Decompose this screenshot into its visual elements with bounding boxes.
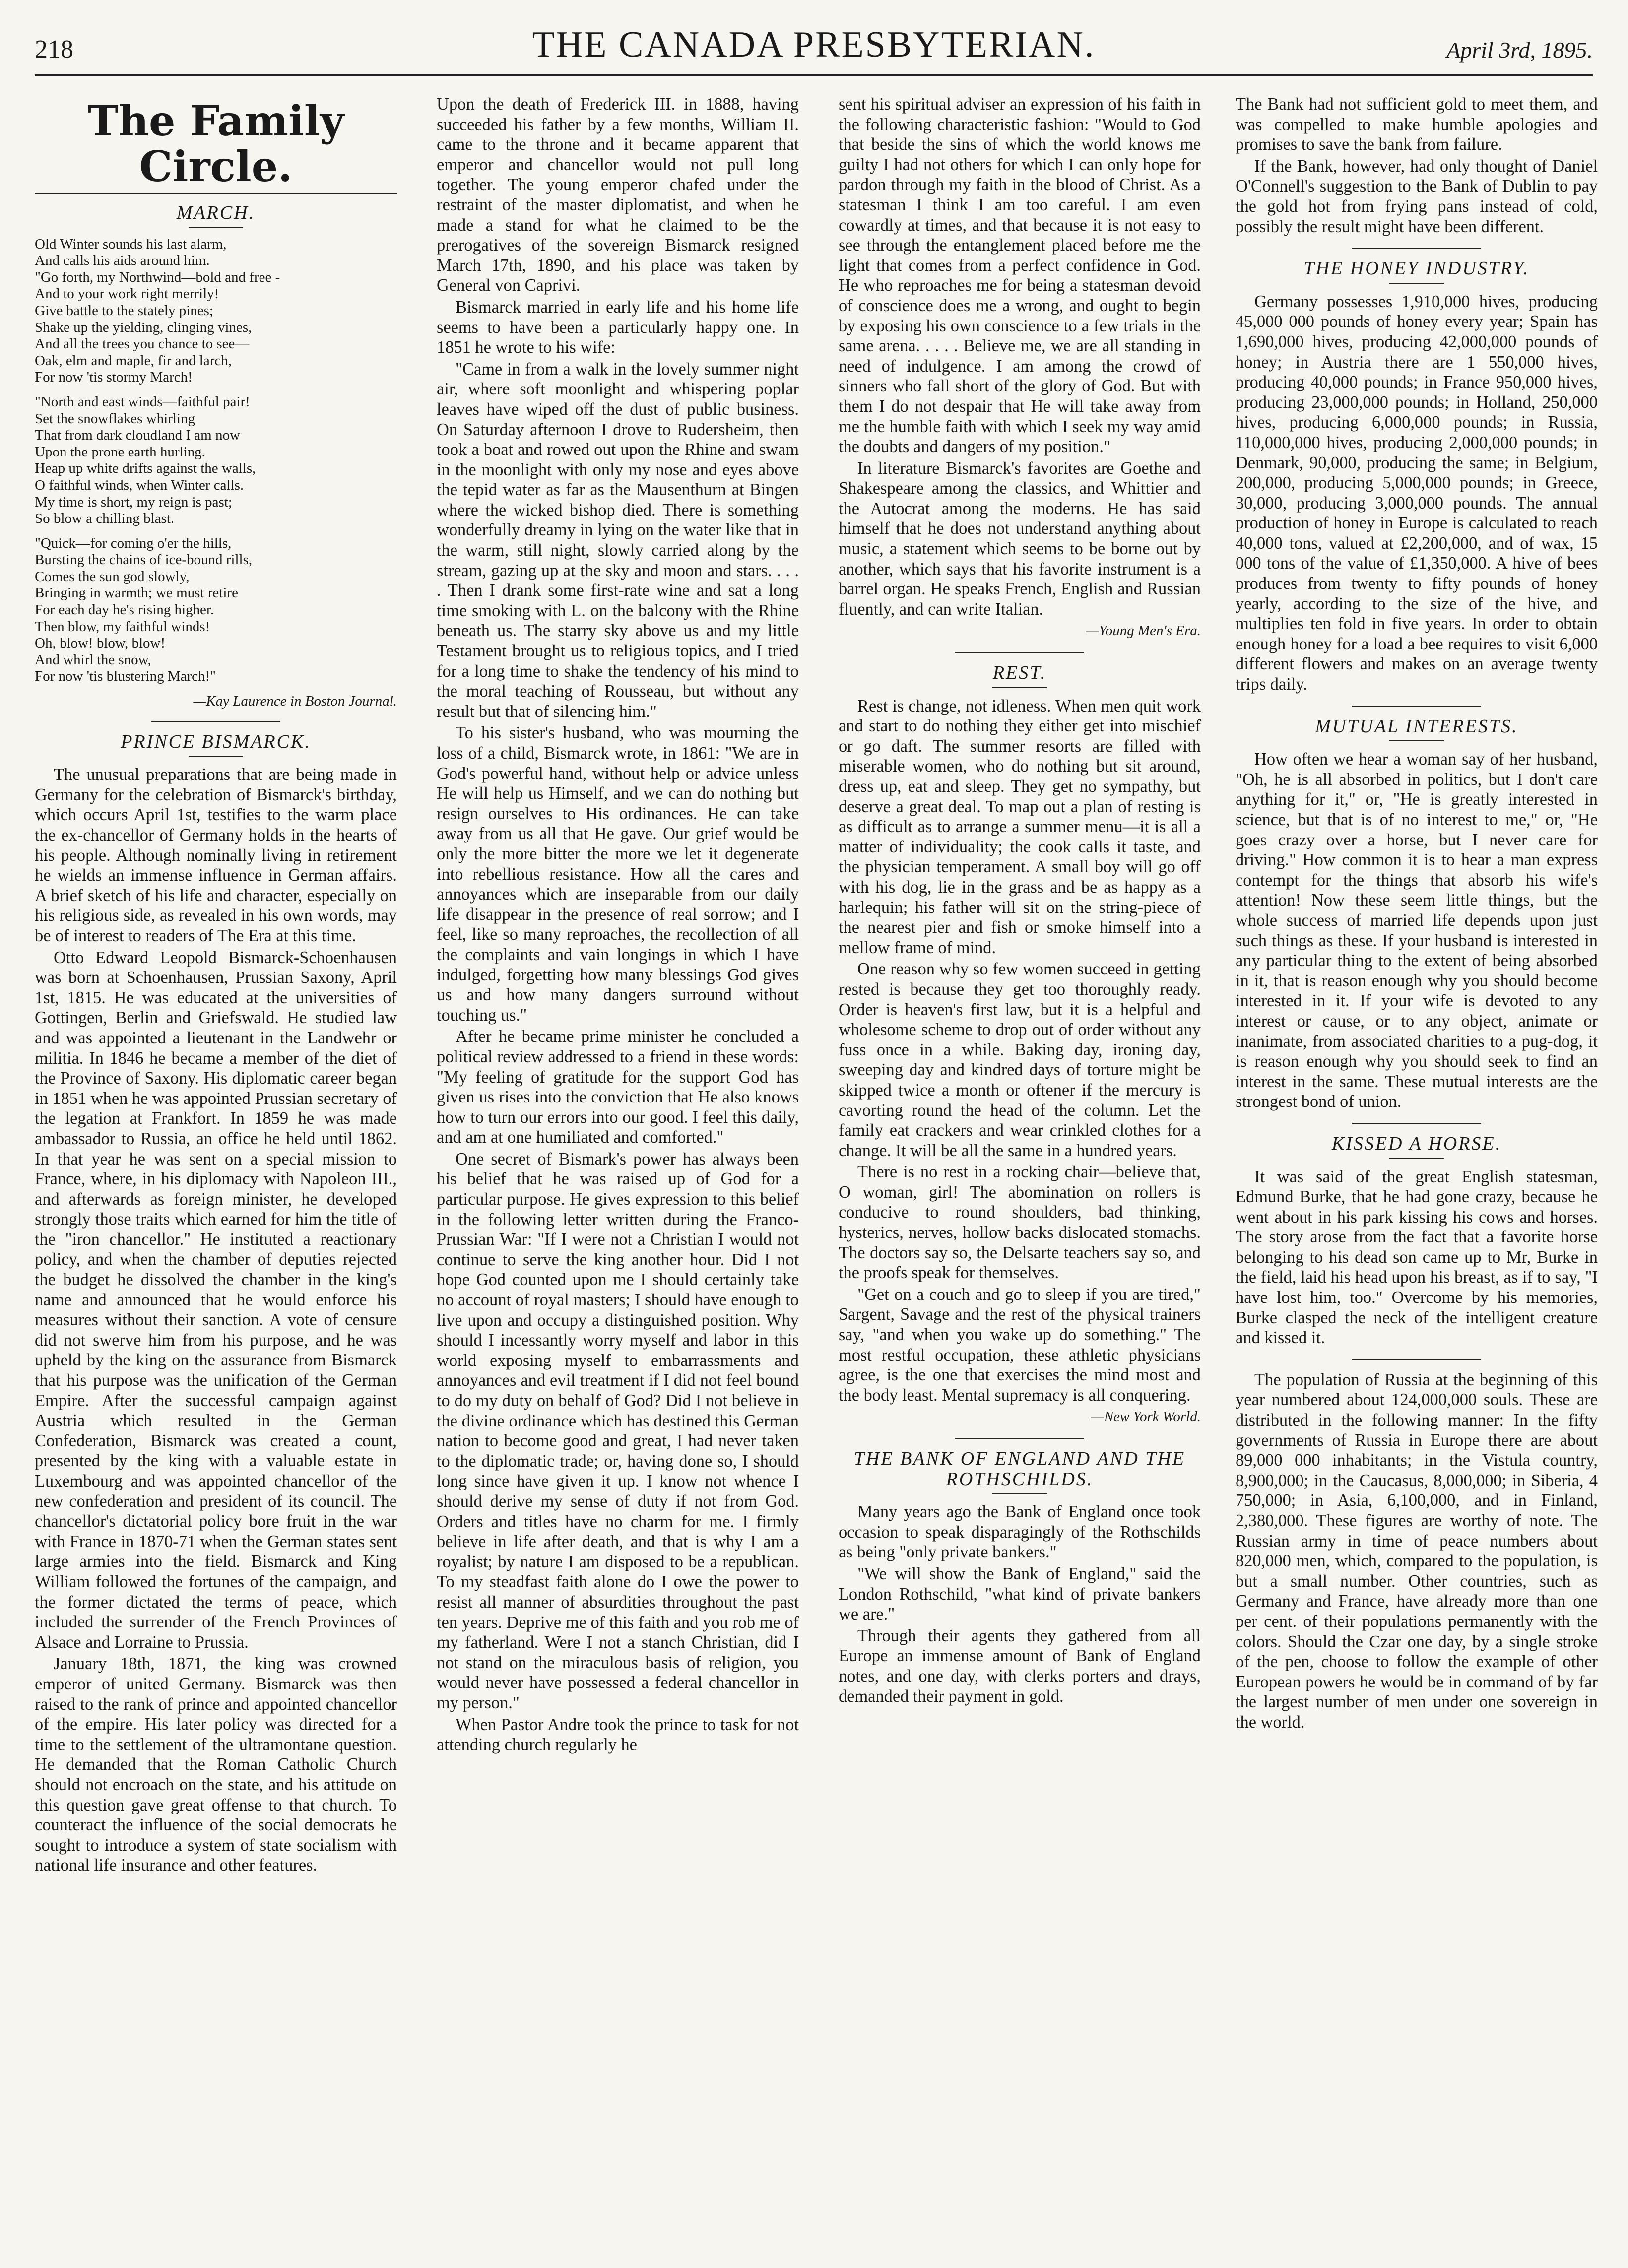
poem-line: That from dark cloudland I am now (35, 427, 240, 444)
paragraph: "We will show the Bank of England," said the London Rothschild, "what kind of private bankers we are." (839, 1564, 1201, 1624)
divider (1352, 248, 1481, 249)
poem-line: And all the trees you chance to see— (35, 336, 250, 352)
poem-line: So blow a chilling blast. (35, 511, 175, 527)
poem-line: Heap up white drifts against the walls, (35, 460, 256, 477)
divider (1352, 1359, 1481, 1360)
divider (151, 721, 280, 722)
divider (1389, 283, 1444, 284)
poem-line: And whirl the snow, (35, 651, 151, 668)
poem-line: And to your work right merrily! (35, 286, 219, 302)
article-heading: KISSED A HORSE. (1331, 1133, 1502, 1154)
paragraph: The population of Russia at the beginning of this year numbered about 124,000,000 souls. These are distributed in the following manner: In the fifty governments of Russia in Europe there are about 89,000 000 inhabitants; in the Vistula country, 8,900,000; in the Caucasus, 8,000,000; in Siberia, 4 750,000; in Asia, 6,100,000, and in Finland, 2,380,000. These figures are worthy of note. The Russian army in time of peace numbers about 820,000 men, which, compared to the population, is but a small number. Other countries, such as Germany and France, have already more than one per cent. of their populations permanently with the colors. Should the Czar one day, by a single stroke of the pen, choose to follow the example of other European powers he would be in command of by far the largest number of men under one sovereign in the world. (1236, 1370, 1598, 1732)
article-heading: THE BANK OF ENGLAND AND THE ROTHSCHILDS. (853, 1448, 1186, 1490)
column-1 (35, 94, 397, 1877)
poem-line: Set the snowflakes whirling (35, 410, 195, 427)
poem-line: My time is short, my reign is past; (35, 494, 232, 510)
article-heading: THE HONEY INDUSTRY. (1303, 258, 1530, 279)
poem-line: Then blow, my faithful winds! (35, 618, 210, 635)
divider (992, 687, 1047, 688)
page-header (35, 20, 1593, 76)
poem (35, 236, 397, 710)
paragraph: One reason why so few women succeed in getting rested is because they get too thoroughly ready. Order is heaven's first law, but it is a helpful and wholesome scheme to drop out of order without any fuss once in a while. Baking day, ironing day, sweeping day and kindred days of torture might be skipped twice a month or oftener if the mercury is cavorting round the head of the column. Let the family eat crackers and wear crinkled clothes for a change. It will be all the same in a hundred years. (839, 960, 1201, 1160)
paragraph: One secret of Bismark's power has always been his belief that he was raised up of God for a particular purpose. He gives expression to this belief in the following letter written during the Franco-Prussian War: "If I were not a Christian I would not continue to serve the king another hour. Did I not hope God counted upon me I should certainly take no account of royal masters; I should have enough to live upon and occupy a distinguished position. Why should I incessantly worry myself and labor in this world exposing myself to embarrassments and annoyances and evil treatment if I did not feel bound to do my duty on behalf of God? Did I not believe in the divine ordinance which has destined this German nation to become good and great, I had never taken to the diplomatic trade; or, having done so, I should long since have given it up. I know not whence I should derive my sense of duty if not from God. Orders and titles have no charm for me. I firmly believe in life after death, and that is why I am a royalist; by nature I am disposed to be a republican. To my steadfast faith alone do I owe the power to resist all manner of absurdities throughout the past ten years. Deprive me of this faith and you rob me of my fatherland. Were I not a stanch Christian, did I not stand on the miraculous basis of religion, you would never have possessed a federal chancellor in my person." (437, 1149, 799, 1712)
poem-line: Oh, blow! blow, blow! (35, 635, 166, 651)
poem-line: For now 'tis stormy March! (35, 369, 193, 386)
paragraph: In literature Bismarck's favorites are Goethe and Shakespeare among the classics, and Whittier and the Autocrat among the moderns. He has said himself that he does not understand anything about music, a statement which seems to be borne out by another, which says that his favorite instrument is a barrel organ. He speaks French, English and Russian fluently, and can write Italian. (839, 458, 1201, 619)
paragraph: Through their agents they gathered from all Europe an immense amount of Bank of England notes, and one day, with clerks porters and drays, demanded their payment in gold. (839, 1626, 1201, 1706)
divider (189, 227, 243, 228)
poem-line: For now 'tis blustering March!" (35, 668, 216, 685)
poem-line: Bringing in warmth; we must retire (35, 585, 238, 601)
divider (992, 1493, 1047, 1494)
poem-line: Comes the sun god slowly, (35, 568, 190, 584)
article-heading: REST. (992, 662, 1047, 684)
poem-credit: —Kay Laurence in Boston Journal. (193, 693, 397, 710)
divider (955, 1438, 1084, 1439)
paragraph: Many years ago the Bank of England once took occasion to speak disparagingly of the Rothschilds as being "only private bankers." (839, 1502, 1201, 1562)
poem-heading: MARCH. (176, 202, 256, 223)
page-number: 218 (35, 35, 73, 64)
paragraph: sent his spiritual adviser an expression of his faith in the following characteristic fashion: "Would to God that beside the sins of which the world knows me guilty I had not others for which I can only hope for pardon through my faith in the blood of Christ. As a statesman I think I am too careful. I am even cowardly at times, and that because it is not easy to see through the entanglement placed before me the light that comes from a perfect confidence in God. He who reproaches me for being a statesman devoid of conscience does me a wrong, and ought to begin by exposing his own conscience to a few trials in the same arena. . . . . Believe me, we are all standing in need of indulgence. I am among the crowd of sinners who fall short of the glory of God. But with them I do not despair that He will take away from me the humble faith with which I seek my way amid the doubts and dangers of my position." (839, 95, 1201, 456)
newspaper-title: THE CANADA PRESBYTERIAN. (532, 24, 1096, 65)
paragraph: "Get on a couch and go to sleep if you are tired," Sargent, Savage and the rest of the physical trainers say, "and when you wake up do something." The most restful occupation, these athletic physicians agree, is the one that exercises the mind most and the body least. Mental supremacy is all conquering. (839, 1285, 1201, 1405)
poem-line: O faithful winds, when Winter calls. (35, 477, 244, 493)
paragraph: Otto Edward Leopold Bismarck-Schoenhausen was born at Schoenhausen, Prussian Saxony, April 1st, 1815. He was educated at the universities of Gottingen, Berlin and Griefswald. He studied law and was appointed a lieutenant in the Landwehr or militia. In 1846 he became a member of the diet of the Province of Saxony. His diplomatic career began in 1851 when he was appointed Prussian secretary of the legation at Frankfort. In 1859 he was made ambassador to Russia, an office he held until 1862. In that year he was sent on a special mission to France, where, in his diplomacy with Napoleon III., and afterwards as foreign minister, he developed strongly those traits which earned for him the title of the "iron chancellor." He instituted a reactionary policy, and when the chamber of deputies rejected the budget he dissolved the chamber in the king's name and announced that he would enforce his measures without their sanction. A vote of censure did not swerve him from his purpose, and he was upheld by the king on the assurance from Bismarck that his purpose was the unification of the German Empire. After the successful campaign against Austria which resulted in the German Confederation, Bismarck was created a count, presented by the king with a valuable estate in Luxembourg and was appointed chancellor of the new confederation and president of its council. The chancellor's dictatorial policy bore fruit in the war with France in 1870-71 when the German states sent large armies into the field. Bismarck and King William followed the fortunes of the campaign, and the former dictated the terms of peace, which included the surrender of the French Provinces of Alsace and Lorraine to Prussia. (35, 948, 397, 1652)
article-heading: MUTUAL INTERESTS. (1315, 715, 1518, 737)
paragraph: Rest is change, not idleness. When men quit work and start to do nothing they either get into mischief or go daft. The summer resorts are filled with miserable women, who do nothing but sit around, dress up, eat and sleep. They get no sympathy, but deserve a great deal. To map out a plan of resting is as difficult as to arrange a summer menu—it is all a matter of individuality; the cook calls it taste, and the physician temperament. A small boy will go off with his dog, lie in the grass and be as happy as a harlequin; his father will sit on the string-piece of the nearest pier and fish or smoke himself into a mellow frame of mind. (839, 696, 1201, 957)
poem-line: "Quick—for coming o'er the hills, (35, 535, 232, 551)
column-3 (839, 94, 1201, 1708)
divider (955, 652, 1084, 653)
paragraph: It was said of the great English statesman, Edmund Burke, that he had gone crazy, because he went about in his park kissing his cows and horses. The story arose from the fact that a favorite horse belonging to his dead son came up to Mr, Burke in the field, laid his head upon his breast, as if to say, "I have lost him, too." Overcome by his memories, Burke clasped the neck of the intelligent creature and kissed it. (1236, 1167, 1598, 1348)
divider (1389, 1158, 1444, 1159)
paragraph: The Bank had not sufficient gold to meet them, and was compelled to make humble apologies and promises to save the bank from failure. (1236, 95, 1598, 154)
issue-date: April 3rd, 1895. (1446, 37, 1593, 63)
column-4 (1236, 94, 1598, 1734)
paragraph: If the Bank, however, had only thought of Daniel O'Connell's suggestion to the Bank of Dublin to pay the gold hot from frying pans instead of cold, possibly the result might have been different. (1236, 156, 1598, 236)
paragraph: "Came in from a walk in the lovely summer night air, where soft moonlight and whispering poplar leaves have wiped off the dust of public business. On Saturday afternoon I drove to Rudersheim, then took a boat and rowed out upon the Rhine and swam in the moonlight with only my nose and eyes above the tepid water as far as the Mausenthurn at Bingen where the wicked bishop died. There is something wonderfully dreamy in lying on the water like that in the warm, still night, slowly carried along by the stream, gazing up at the sky and moon and stars. . . . . Then I drank some first-rate wine and sat a long time smoking with L. on the balcony with the Rhine beneath us. The starry sky above us and my little Testament brought us to religious topics, and I tried for a long time to shake the tendency of his mind to the moral teaching of Rousseau, but without any result but that of silencing him." (437, 359, 799, 721)
paragraph: Germany possesses 1,910,000 hives, producing 45,000 000 pounds of honey every year; Spain has 1,690,000 hives, producing 42,000,000 pounds of honey; in Austria there are 1 550,000 hives, producing 40,000 pounds; in France 950,000 hives, producing 23,000,000 pounds; in Holland, 250,000 hives, producing 6,000,000 pounds; in Russia, 110,000,000 hives, producing 2,000,000 pounds; in Denmark, 90,000, producing the same; in Belgium, 200,000, producing 5,000,000 pounds; in Greece, 30,000, producing 3,000,000 pounds. The annual production of honey in Europe is calculated to reach 40,000 tons, valued at £2,200,000, and of wax, 15 000 tons of the value of £1,350,000. A hive of bees produces from twenty to fifty pounds of honey yearly, according to the size of the hive, and multiplies ten fold in five years. In order to obtain enough honey for a load a bee requires to visit 6,000 different flowers and makes on an average twenty trips daily. (1236, 292, 1598, 694)
paragraph: Upon the death of Frederick III. in 1888, having succeeded his father by a few months, William II. came to the throne and it became apparent that emperor and chancellor would not pull long together. The young emperor chafed under the restraint of the master diplomatist, and when he made a stand for what he claimed to be the prerogatives of the sovereign Bismarck resigned March 17th, 1890, and his place was taken by General von Caprivi. (437, 95, 799, 295)
paragraph: The unusual preparations that are being made in Germany for the celebration of Bismarck's birthday, which occurs April 1st, testifies to the warm place the ex-chancellor of Germany holds in the hearts of his people. Although nominally living in retirement he wields an immense influence in German affairs. A brief sketch of his life and character, especially on his religious side, as revealed in his own words, may be of interest to readers of The Era at this time. (35, 765, 397, 945)
paragraph: To his sister's husband, who was mourning the loss of a child, Bismarck wrote, in 1861: "We are in God's powerful hand, without help or advice unless He will help us Himself, and we can do nothing but resign ourselves to His ordinances. He can take away from us all that He gave. Our grief would be only the more bitter the more we let it degenerate into rebellious resistance. How all the cares and annoyances which are inseparable from our daily life disappear in the presence of real sorrow; and I feel, like so many reproaches, the recollection of all the complaints and vain longings in which I have indulged, forgetting how many blessings God gives us and how many dangers surround without touching us." (437, 723, 799, 1025)
paragraph: There is no rest in a rocking chair—believe that, O woman, girl! The abomination on rollers is conducive to round shoulders, bad thinking, hysterics, nerves, hollow backs dislocated stomachs. The doctors say so, the Delsarte teachers say so, and the proofs speak for themselves. (839, 1163, 1201, 1283)
poem-line: "North and east winds—faithful pair! (35, 393, 250, 410)
poem-line: Old Winter sounds his last alarm, (35, 236, 227, 252)
paragraph: When Pastor Andre took the prince to task for not attending church regularly he (437, 1715, 799, 1754)
paragraph: How often we hear a woman say of her husband, "Oh, he is all absorbed in politics, but I don't care anything for it," or, "He is greatly interested in science, but that is of no interest to me," or, "He goes crazy over a horse, but I never care for driving." How common it is to hear a man express contempt for the things that absorb his wife's attention! Now these seem little things, but the whole success of married life depends upon just such things as these. If your husband is interested in any particular thing to the extent of being absorbed in it, that is reason enough why you should become interested in it. If your wife is devoted to any interest or cause, or to any object, animate or inanimate, from associated charities to a pug-dog, it is reason enough why you should seek to find an interest in the same. These mutual interests are the strongest bond of union. (1236, 750, 1598, 1111)
divider (1389, 740, 1444, 741)
divider (189, 756, 243, 757)
poem-line: And calls his aids around him. (35, 253, 210, 269)
poem-line: Give battle to the stately pines; (35, 302, 213, 319)
paragraph: January 18th, 1871, the king was crowned emperor of united Germany. Bismarck was then raised to the rank of prince and appointed chancellor of the empire. His later policy was directed for a time to the settlement of the ultramontane question. He demanded that the Roman Catholic Church should not encroach on the state, and his attitude on this question gave great offense to that church. To counteract the influence of the social democrats he sought to introduce a system of state socialism with national life insurance and other features. (35, 1654, 397, 1875)
article-credit: —Young Men's Era. (1086, 623, 1201, 639)
divider (1352, 1123, 1481, 1124)
article-heading: PRINCE BISMARCK. (121, 731, 311, 752)
poem-stanza (35, 394, 397, 527)
article-credit: —New York World. (1091, 1409, 1201, 1425)
poem-line: Upon the prone earth hurling. (35, 444, 205, 460)
poem-line: For each day he's rising higher. (35, 602, 214, 618)
column-2 (437, 94, 799, 1756)
section-title: The Family Circle. (35, 98, 397, 194)
poem-stanza (35, 535, 397, 685)
paragraph: Bismarck married in early life and his home life seems to have been a particularly happy one. In 1851 he wrote to his wife: (437, 297, 799, 357)
poem-line: Bursting the chains of ice-bound rills, (35, 552, 253, 568)
paragraph: After he became prime minister he concluded a political review addressed to a friend in these words: "My feeling of gratitude for the support God has given us rises into the conviction that He also knows how to turn our errors into our good. I feel this daily, and am at one humiliated and comforted." (437, 1027, 799, 1147)
poem-line: Oak, elm and maple, fir and larch, (35, 352, 232, 369)
poem-line: Shake up the yielding, clinging vines, (35, 319, 252, 335)
poem-line: "Go forth, my Northwind—bold and free - (35, 269, 280, 285)
divider (1352, 706, 1481, 707)
poem-stanza (35, 236, 397, 386)
